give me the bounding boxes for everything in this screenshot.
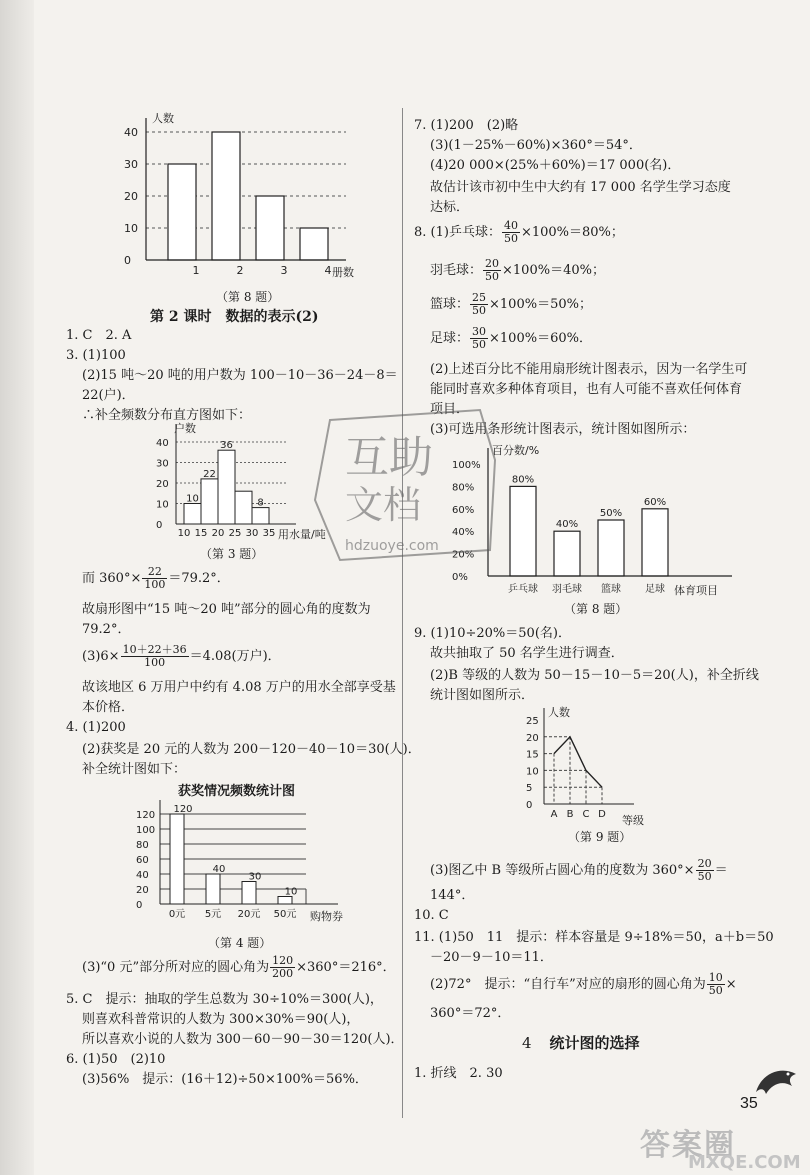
watermark-url: hdzuoye.com — [345, 538, 439, 554]
y-tick-label: 60% — [452, 504, 475, 516]
right-line-frac — [430, 326, 592, 351]
right-line: 能同时喜欢多种体育项目，也有人可能不喜欢任何体育 — [430, 382, 743, 397]
left-line: 补全统计图如下： — [82, 762, 187, 777]
column-divider — [402, 108, 403, 1118]
brand-url: MXQE.COM — [688, 1152, 801, 1173]
bar — [256, 196, 284, 260]
bar — [252, 508, 269, 524]
right-line: 项目． — [430, 402, 470, 417]
fraction — [502, 220, 520, 245]
y-tick-label: 0 — [124, 254, 131, 267]
y-tick-label: 0 — [156, 520, 163, 531]
fig8r-ylabel: 百分数/% — [492, 444, 540, 457]
bar-value-label: 10 — [284, 886, 298, 898]
x-tick-label: 35 — [262, 528, 276, 539]
left-line: 79.2°． — [82, 622, 131, 637]
fig4-title: 获奖情况频数统计图 — [178, 784, 296, 799]
y-tick-label: 30 — [156, 458, 169, 470]
x-tick-label: B — [566, 809, 574, 820]
fig3-caption: （第 3 题） — [200, 547, 264, 561]
fig8r-xlabel: 体育项目 — [674, 584, 718, 597]
x-tick-label: 1 — [192, 264, 200, 277]
section-heading: 第 2 课时 数据的表示(2) — [150, 309, 319, 325]
y-tick-label: 40% — [452, 527, 475, 539]
y-tick-label: 0 — [136, 900, 143, 911]
right-line: 360°＝72°． — [430, 1006, 511, 1021]
right-line: (3)可选用条形统计图表示，统计图如图所示： — [430, 422, 696, 437]
numerator: 10＋22＋36 — [122, 643, 187, 656]
y-tick-label: 10 — [124, 222, 138, 235]
denominator: 100 — [144, 578, 166, 591]
left-line-frac — [82, 566, 230, 591]
bar — [212, 132, 240, 260]
text: ×100%＝40%； — [502, 263, 605, 278]
denominator: 50 — [485, 270, 500, 283]
fraction — [270, 955, 295, 980]
left-line: 故扇形图中“15 吨～20 吨”部分的圆心角的度数为 — [82, 602, 371, 617]
bar-value-label: 80% — [511, 474, 535, 486]
text: ×360°＝216°． — [296, 960, 396, 975]
right-line: －20－9－10＝11． — [430, 950, 553, 965]
left-line: 故该地区 6 万用户中约有 4.08 万户的用水全部享受基 — [82, 680, 396, 695]
bar — [170, 814, 184, 904]
bar — [206, 874, 220, 904]
right-line: 故共抽取了 50 名学生进行调查． — [430, 646, 624, 661]
watermark-line2: 文档 — [345, 483, 422, 527]
numerator: 30 — [472, 325, 487, 338]
binding-gutter — [0, 0, 34, 1175]
left-line-frac — [82, 955, 396, 980]
chapter-number: 4 — [522, 1034, 532, 1052]
fig4-caption: （第 4 题） — [208, 936, 272, 950]
bar-value-label: 120 — [173, 804, 193, 815]
right-line: 11. (1)50 11 提示：样本容量是 9÷18%＝50，a＋b＝50 — [414, 930, 774, 945]
numerator: 20 — [485, 257, 500, 270]
right-line: 故估计该市初中生中大约有 17 000 名学生学习态度 — [430, 180, 731, 195]
text: ＝ — [714, 863, 728, 878]
fig9-ylabel: 人数 — [548, 706, 570, 719]
text: ×100%＝80%； — [520, 225, 624, 240]
chart-fig8-books — [110, 108, 370, 288]
left-line: 本价格． — [82, 700, 135, 715]
left-line: 6. (1)50 (2)10 — [66, 1052, 166, 1067]
x-tick-label: 足球 — [645, 584, 665, 595]
bar — [642, 509, 668, 576]
bar — [168, 164, 196, 260]
y-tick-label: 80 — [136, 840, 149, 851]
series-line — [554, 737, 602, 787]
numerator: 10 — [708, 971, 723, 984]
text: ＝4.08(万户)． — [189, 649, 281, 664]
text: (2)72° 提示：“自行车”对应的扇形的圆心角为 — [430, 977, 706, 992]
fraction — [707, 972, 725, 997]
right-line: 达标． — [430, 200, 470, 215]
y-tick-label: 0% — [452, 572, 468, 583]
text: 而 360°× — [82, 571, 142, 586]
bar-value-label: 22 — [203, 468, 216, 480]
y-tick-label: 5 — [526, 783, 533, 795]
text: × — [725, 977, 737, 992]
x-tick-label: 0元 — [168, 909, 186, 920]
y-tick-label: 10 — [526, 766, 539, 778]
watermark-stamp — [300, 400, 510, 570]
bar-value-label: 8 — [257, 497, 264, 509]
text: 足球： — [430, 331, 470, 346]
numerator: 25 — [472, 291, 487, 304]
denominator: 100 — [144, 656, 166, 669]
right-line-frac — [430, 258, 605, 283]
left-line: 则喜欢科普常识的人数为 300×30%＝90(人)， — [82, 1012, 360, 1027]
fig8-xlabel: 册数 — [332, 266, 354, 279]
text: ＝79.2°． — [168, 571, 230, 586]
bar-value-label: 36 — [220, 440, 233, 452]
right-line: 10. C — [414, 908, 449, 923]
bar — [201, 479, 218, 524]
y-tick-label: 120 — [136, 810, 156, 821]
y-tick-label: 20% — [452, 549, 475, 561]
bar — [278, 897, 292, 905]
bar — [300, 228, 328, 260]
denominator: 50 — [708, 984, 723, 997]
bar-value-label: 40 — [212, 864, 226, 875]
bar — [218, 450, 235, 524]
x-tick-label: 10 — [177, 528, 191, 539]
right-line-frac — [430, 858, 728, 883]
numerator: 40 — [503, 219, 518, 232]
left-line: 22(户)． — [82, 388, 135, 403]
right-line: (2)上述百分比不能用扇形统计图表示，因为一名学生可 — [430, 362, 748, 377]
page-number: 35 — [740, 1095, 758, 1112]
left-line: (3)56% 提示：(16＋12)÷50×100%＝56%． — [82, 1072, 368, 1087]
right-line: (2)B 等级的人数为 50－15－10－5＝20(人)，补全折线 — [430, 668, 759, 683]
x-tick-label: 50元 — [273, 909, 297, 920]
x-tick-label: 20元 — [237, 909, 261, 920]
text: 8. (1)乒乓球： — [414, 225, 501, 240]
bar — [598, 520, 624, 576]
y-tick-label: 10 — [156, 499, 169, 511]
text: (3)图乙中 B 等级所占圆心角的度数为 360°× — [430, 863, 695, 878]
fig9-caption: （第 9 题） — [568, 830, 632, 844]
x-tick-label: 4 — [324, 264, 332, 277]
denominator: 200 — [272, 967, 294, 980]
chart-fig9-line — [522, 704, 662, 827]
x-tick-label: 15 — [194, 528, 208, 539]
x-tick-label: D — [598, 809, 606, 820]
y-tick-label: 15 — [526, 749, 539, 761]
left-line: (2)获奖是 20 元的人数为 200－120－40－10＝30(人)． — [82, 742, 421, 757]
left-line: (2)15 吨～20 吨的用户数为 100－10－36－24－8＝ — [82, 368, 398, 383]
fig4-xlabel: 购物券 — [310, 910, 343, 923]
bar — [242, 882, 256, 905]
right-line-frac — [430, 972, 737, 997]
fig8-ylabel: 人数 — [152, 112, 174, 125]
numerator: 20 — [697, 857, 712, 870]
right-line: 1. 折线 2. 30 — [414, 1066, 503, 1081]
left-line: ∴补全频数分布直方图如下： — [82, 408, 252, 423]
chapter-heading — [522, 1032, 640, 1053]
fraction — [483, 258, 501, 283]
left-line: 3. (1)100 — [66, 348, 126, 363]
x-tick-label: 30 — [245, 528, 259, 539]
bar — [184, 504, 201, 525]
right-line-frac — [414, 220, 624, 245]
x-tick-label: 20 — [211, 528, 225, 539]
numerator: 120 — [272, 954, 294, 967]
dolphin-logo-icon — [752, 1062, 802, 1106]
right-line: 144°． — [430, 888, 475, 903]
y-tick-label: 80% — [452, 482, 475, 494]
fig8-top-caption: （第 8 题） — [216, 290, 280, 304]
denominator: 50 — [472, 304, 487, 317]
text: (3)“0 元”部分所对应的圆心角为 — [82, 960, 270, 975]
y-tick-label: 40 — [136, 870, 149, 881]
left-line-frac — [82, 644, 281, 669]
numerator: 22 — [142, 566, 167, 579]
y-tick-label: 40 — [124, 126, 138, 139]
y-tick-label: 20 — [526, 732, 539, 744]
y-tick-label: 20 — [136, 885, 149, 896]
y-tick-label: 20 — [124, 190, 138, 203]
left-line: 4. (1)200 — [66, 720, 126, 735]
chart-fig4-awards — [126, 800, 356, 928]
denominator: 50 — [472, 338, 487, 351]
y-tick-label: 30 — [124, 158, 138, 171]
right-line: 统计图如图所示． — [430, 688, 535, 703]
y-tick-label: 60 — [136, 855, 149, 866]
x-tick-label: 5元 — [204, 909, 222, 920]
y-tick-label: 100 — [136, 825, 156, 836]
text: (3)6× — [82, 649, 120, 664]
left-line: 5. C 提示：抽取的学生总数为 30÷10%＝300(人)， — [66, 992, 383, 1007]
x-tick-label: A — [550, 809, 558, 820]
bar-value-label: 60% — [643, 496, 667, 508]
brand-name: 答案圈 — [640, 1128, 736, 1163]
y-tick-label: 25 — [526, 716, 539, 727]
left-line: 所以喜欢小说的人数为 300－60－90－30＝120(人)． — [82, 1032, 404, 1047]
bar-value-label: 40% — [555, 519, 579, 531]
fraction — [142, 566, 167, 591]
right-line: (3)(1－25%－60%)×360°＝54°． — [430, 138, 642, 153]
y-tick-label: 0 — [526, 800, 533, 811]
text: ×100%＝50%； — [489, 297, 592, 312]
fig8-right-caption: （第 8 题） — [564, 602, 628, 616]
x-tick-label: 羽毛球 — [552, 584, 582, 595]
x-tick-label: 3 — [280, 264, 288, 277]
bar-value-label: 30 — [248, 871, 262, 883]
fraction — [470, 292, 488, 317]
denominator: 50 — [503, 232, 518, 245]
fig3-ylabel: 户数 — [174, 422, 196, 435]
fig9-xlabel: 等级 — [622, 814, 644, 827]
right-line: 9. (1)10÷20%＝50(名)． — [414, 626, 571, 641]
bar-value-label: 50% — [599, 508, 623, 519]
watermark-line1: 互助 — [345, 432, 433, 483]
fraction — [470, 326, 488, 351]
y-tick-label: 20 — [156, 479, 169, 490]
bar-value-label: 10 — [186, 493, 199, 505]
x-tick-label: 25 — [228, 528, 242, 539]
text: 篮球： — [430, 297, 470, 312]
y-tick-label: 40 — [156, 438, 169, 449]
x-tick-label: 篮球 — [601, 584, 621, 595]
right-line-frac — [430, 292, 592, 317]
bar — [554, 531, 580, 576]
fig3-xlabel: 用水量/吨 — [278, 528, 326, 541]
denominator: 50 — [697, 870, 712, 883]
text: ×100%＝60%． — [489, 331, 592, 346]
y-tick-label: 100% — [452, 460, 481, 471]
right-line: (4)20 000×(25%＋60%)＝17 000(名)． — [430, 158, 681, 173]
bar — [510, 486, 536, 576]
left-line: 1. C 2. A — [66, 328, 132, 343]
chapter-title: 统计图的选择 — [549, 1034, 640, 1052]
text: 羽毛球： — [430, 263, 483, 278]
fraction — [696, 858, 714, 883]
fraction — [121, 644, 189, 669]
x-tick-label: C — [582, 809, 590, 820]
right-line: 7. (1)200 (2)略 — [414, 118, 519, 133]
x-tick-label: 2 — [236, 264, 244, 277]
bar — [235, 491, 252, 524]
x-tick-label: 乒乓球 — [508, 584, 538, 595]
